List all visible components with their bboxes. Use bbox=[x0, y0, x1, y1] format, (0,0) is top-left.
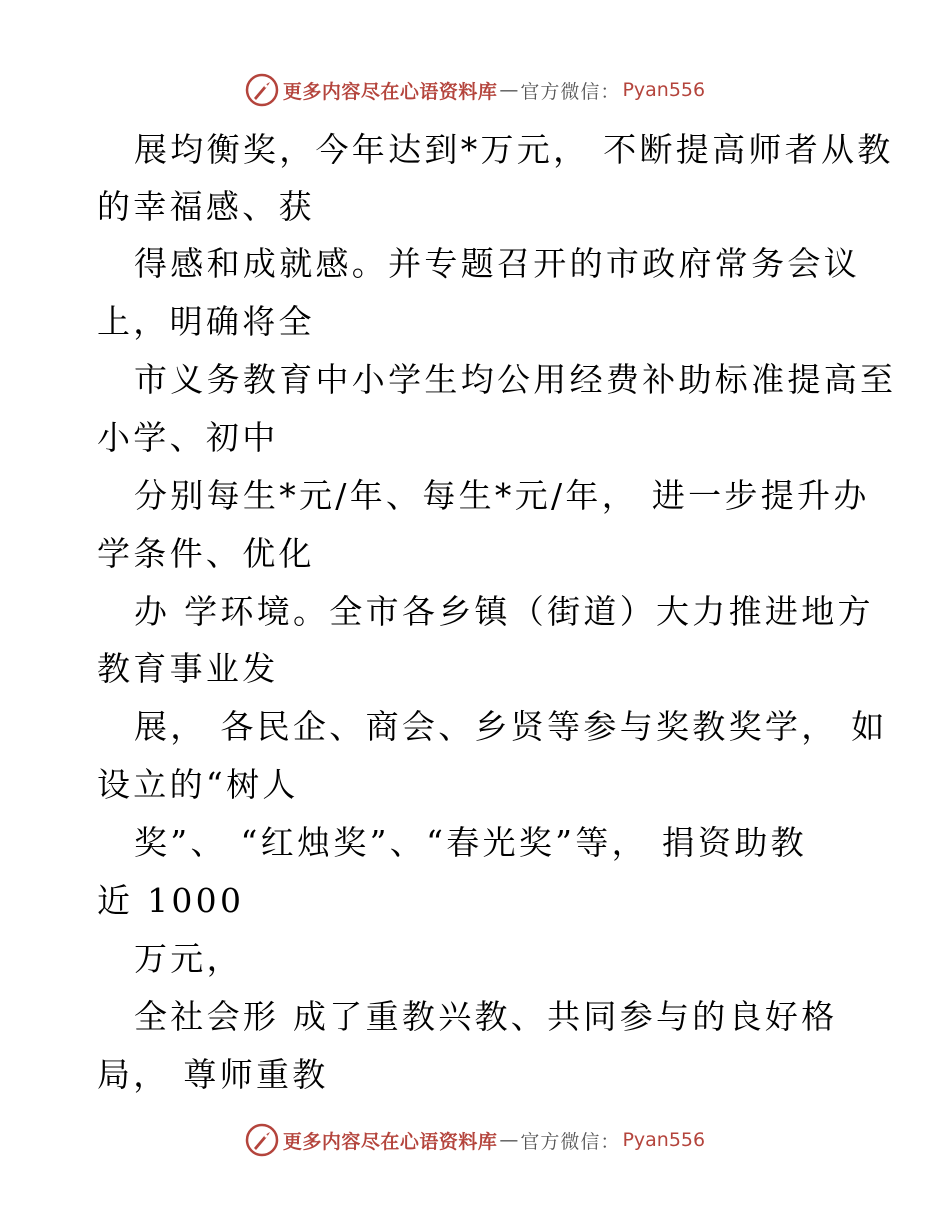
text-line: 局， 尊师重教 bbox=[97, 1055, 329, 1094]
watermark-wechat-id: Pyan556 bbox=[622, 1129, 706, 1151]
watermark-footer bbox=[0, 1122, 950, 1158]
watermark-dash: — bbox=[499, 79, 519, 101]
text-line: 小学、初中 bbox=[97, 418, 279, 457]
text-line: 学条件、优化 bbox=[97, 534, 315, 573]
pen-nib-logo-icon bbox=[245, 73, 279, 107]
watermark-dash: — bbox=[499, 1129, 519, 1151]
watermark-title: 更多内容尽在心语资料库 bbox=[282, 1130, 498, 1153]
text-line: 全社会形 成了重教兴教、共同参与的良好格 bbox=[134, 997, 838, 1036]
watermark-header bbox=[0, 72, 950, 108]
watermark-title: 更多内容尽在心语资料库 bbox=[282, 80, 498, 103]
text-line: 万元， bbox=[134, 939, 243, 978]
text-line: 得感和成就感。并专题召开的市政府常务会议 bbox=[134, 244, 860, 283]
text-line: 市义务教育中小学生均公用经费补助标准提高至 bbox=[134, 360, 897, 399]
text-line: 奖”、 “红烛奖”、“春光奖”等， 捐资助教 bbox=[134, 823, 807, 862]
watermark-official-label: 官方微信： bbox=[520, 1130, 621, 1153]
text-line: 设立的“树人 bbox=[97, 765, 299, 804]
text-line: 分别每生*元/年、每生*元/年， 进一步提升办 bbox=[134, 476, 870, 515]
watermark-official-label: 官方微信： bbox=[520, 80, 621, 103]
text-line: 展， 各民企、商会、乡贤等参与奖教奖学， 如 bbox=[134, 707, 888, 746]
watermark-wechat-id: Pyan556 bbox=[622, 79, 706, 101]
text-line: 办 学环境。全市各乡镇（街道）大力推进地方 bbox=[134, 592, 874, 631]
pen-nib-logo-icon bbox=[245, 1123, 279, 1157]
text-line: 近 1000 bbox=[97, 881, 245, 920]
text-line: 的幸福感、获 bbox=[97, 187, 315, 226]
text-line: 教育事业发 bbox=[97, 649, 279, 688]
text-line: 上，明确将全 bbox=[97, 302, 315, 341]
text-line: 展均衡奖，今年达到*万元， 不断提高师者从教 bbox=[134, 130, 894, 169]
